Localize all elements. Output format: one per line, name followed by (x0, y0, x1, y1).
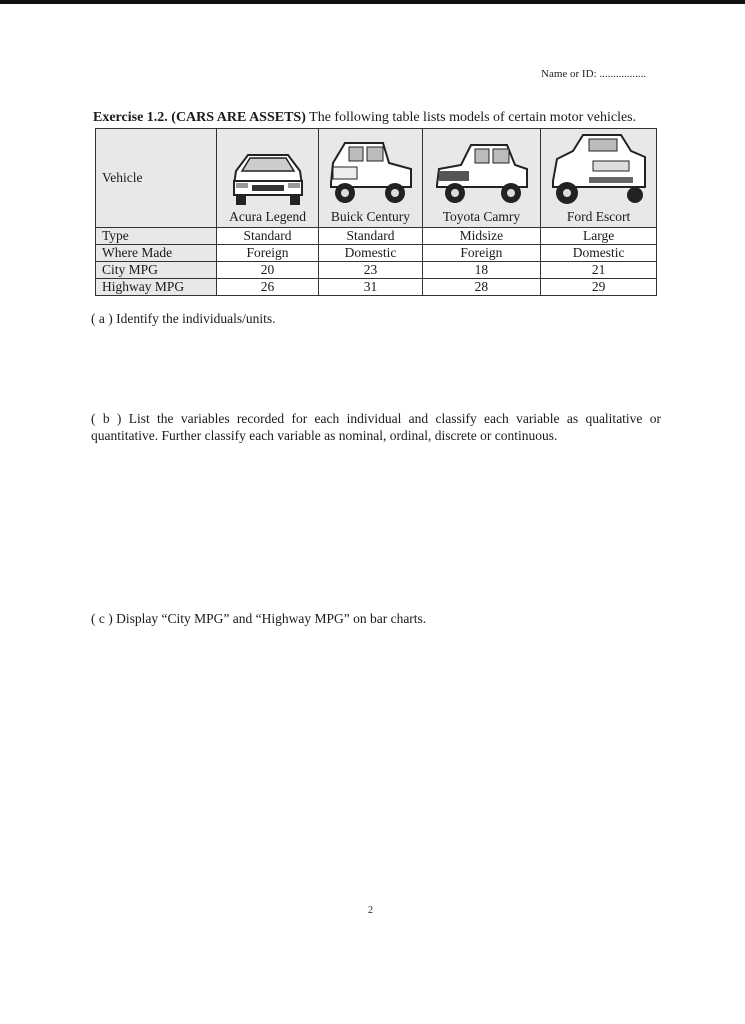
table-row (96, 228, 657, 245)
table-row (96, 245, 657, 262)
table-cell: Standard (216, 228, 319, 245)
table-cell: 20 (216, 262, 319, 279)
exercise-number: Exercise 1.2. (CARS ARE ASSETS) (93, 110, 306, 125)
question-a: ( a ) Identify the individuals/units. (91, 311, 276, 326)
row-label-highway-mpg: Highway MPG (96, 279, 217, 296)
exercise-intro: The following table lists models of certain motor vehicles. (305, 110, 637, 125)
exercise-heading (93, 110, 673, 126)
vehicle-table (95, 128, 657, 296)
table-cell: 23 (319, 262, 422, 279)
vehicle-acura (216, 129, 319, 228)
vehicle-name-toyota: Toyota Camry (442, 209, 521, 224)
vehicle-header-row (96, 129, 657, 228)
car-buick-icon (323, 137, 417, 209)
table-cell: Midsize (422, 228, 541, 245)
name-or-id-line: Name or ID: ................. (541, 68, 647, 80)
row-label-city-mpg: City MPG (96, 262, 217, 279)
table-cell: 18 (422, 262, 541, 279)
table-cell: Large (541, 228, 657, 245)
table-cell: Domestic (319, 245, 422, 262)
vehicle-ford (541, 129, 657, 228)
table-cell: 26 (216, 279, 319, 296)
vehicle-name-acura: Acura Legend (229, 209, 306, 224)
scan-edge (0, 0, 745, 4)
question-b: ( b ) List the variables recorded for each individual and classify each variable as qualitative or quantitative. Further classify each variable as nominal, ordinal, discrete or continuous. (91, 411, 661, 443)
vehicle-name-buick: Buick Century (330, 209, 411, 224)
table-row (96, 279, 657, 296)
row-label-where-made: Where Made (96, 245, 217, 262)
table-row (96, 262, 657, 279)
table-cell: Domestic (541, 245, 657, 262)
table-cell: 29 (541, 279, 657, 296)
table-cell: 28 (422, 279, 541, 296)
car-ford-icon (549, 131, 649, 209)
table-cell: Foreign (216, 245, 319, 262)
table-cell: 21 (541, 262, 657, 279)
vehicle-label: Vehicle (96, 129, 217, 228)
vehicle-name-ford: Ford Escort (566, 209, 631, 224)
row-label-type: Type (96, 228, 217, 245)
table-cell: Standard (319, 228, 422, 245)
question-c: ( c ) Display “City MPG” and “Highway MPG” on bar charts. (91, 611, 427, 626)
vehicle-toyota (422, 129, 541, 228)
car-toyota-icon (431, 137, 531, 209)
page-number: 2 (368, 905, 373, 916)
car-acura-icon (226, 141, 310, 209)
table-cell: Foreign (422, 245, 541, 262)
table-cell: 31 (319, 279, 422, 296)
vehicle-buick (319, 129, 422, 228)
